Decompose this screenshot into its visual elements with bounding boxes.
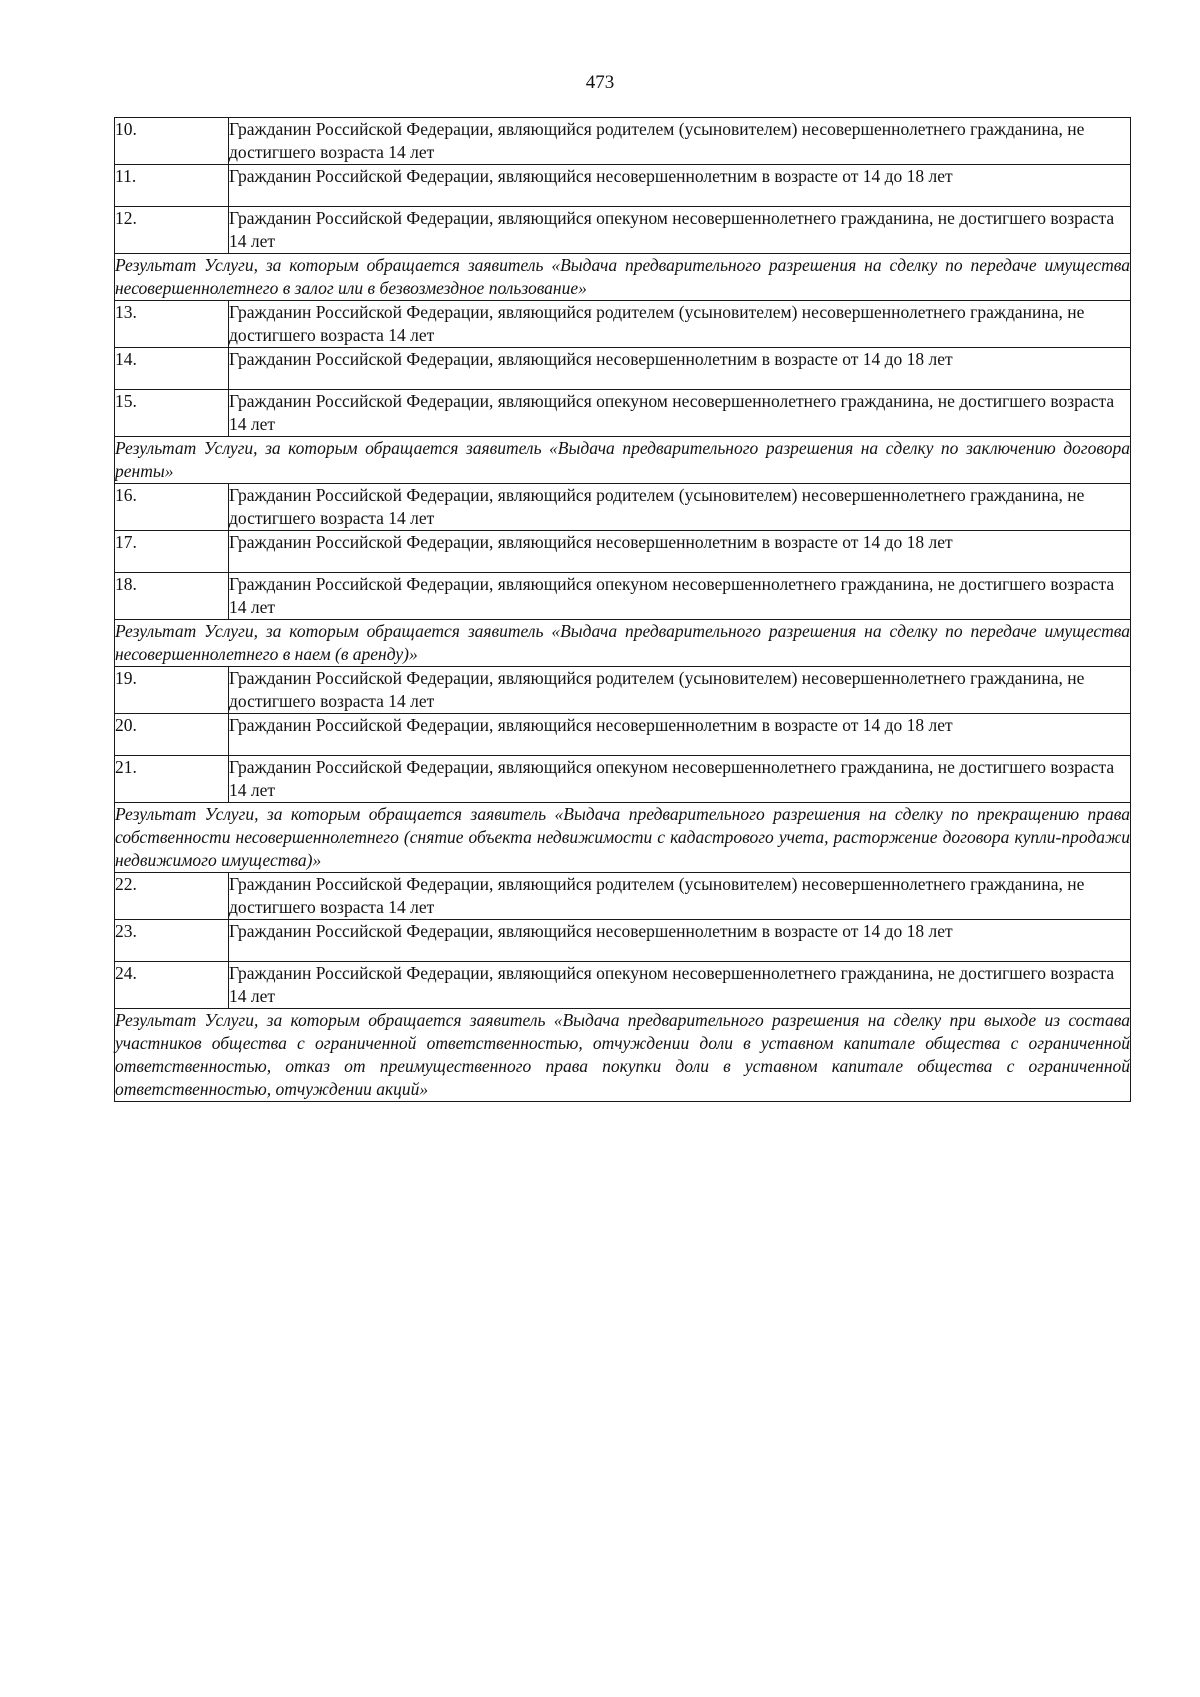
result-row (115, 803, 1131, 873)
row-number: 16. (115, 485, 137, 505)
applicant-description: Гражданин Российской Федерации, являющийся опекуном несовершеннолетнего гражданина, не достигшего возраста 14 лет (229, 573, 1131, 620)
applicants-table (114, 117, 1131, 1102)
applicant-description: Гражданин Российской Федерации, являющийся родителем (усыновителем) несовершеннолетнего гражданина, не достигшего возраста 14 лет (229, 484, 1131, 531)
row-number-cell (115, 531, 229, 573)
row-number-cell (115, 484, 229, 531)
result-heading: Результат Услуги, за которым обращается заявитель «Выдача предварительного разрешения на сделку по заключению договора ренты» (115, 437, 1131, 484)
applicant-description: Гражданин Российской Федерации, являющийся несовершеннолетним в возрасте от 14 до 18 лет (229, 920, 1131, 962)
applicant-row (115, 756, 1131, 803)
row-number-cell (115, 920, 229, 962)
row-number-cell (115, 667, 229, 714)
applicant-row (115, 165, 1131, 207)
applicant-description: Гражданин Российской Федерации, являющийся опекуном несовершеннолетнего гражданина, не достигшего возраста 14 лет (229, 756, 1131, 803)
row-number: 23. (115, 921, 137, 941)
row-number: 15. (115, 391, 137, 411)
applicant-row (115, 531, 1131, 573)
applicant-description: Гражданин Российской Федерации, являющийся опекуном несовершеннолетнего гражданина, не достигшего возраста 14 лет (229, 390, 1131, 437)
applicant-row (115, 348, 1131, 390)
applicant-description: Гражданин Российской Федерации, являющийся опекуном несовершеннолетнего гражданина, не достигшего возраста 14 лет (229, 207, 1131, 254)
applicant-row (115, 920, 1131, 962)
applicant-description: Гражданин Российской Федерации, являющийся несовершеннолетним в возрасте от 14 до 18 лет (229, 714, 1131, 756)
result-heading: Результат Услуги, за которым обращается заявитель «Выдача предварительного разрешения на сделку по передаче имущества несовершеннолетнего в наем (в аренду)» (115, 620, 1131, 667)
result-row (115, 437, 1131, 484)
applicant-row (115, 962, 1131, 1009)
row-number-cell (115, 873, 229, 920)
applicant-description: Гражданин Российской Федерации, являющийся несовершеннолетним в возрасте от 14 до 18 лет (229, 531, 1131, 573)
row-number-cell (115, 573, 229, 620)
row-number: 13. (115, 302, 137, 322)
applicant-row (115, 667, 1131, 714)
row-number: 10. (115, 119, 137, 139)
applicant-description: Гражданин Российской Федерации, являющийся опекуном несовершеннолетнего гражданина, не достигшего возраста 14 лет (229, 962, 1131, 1009)
applicant-row (115, 873, 1131, 920)
row-number: 12. (115, 208, 137, 228)
row-number: 11. (115, 166, 137, 186)
row-number: 24. (115, 963, 137, 983)
row-number-cell (115, 207, 229, 254)
row-number-cell (115, 165, 229, 207)
result-heading: Результат Услуги, за которым обращается заявитель «Выдача предварительного разрешения на сделку при выходе из состава участников общества с ограниченной ответственностью, отчуждении доли в уставном капитале общества с ограниченной ответственностью, отказ от преимущественного права покупки доли в уставном капитале общества с ограниченной ответственностью, отчуждении акций» (115, 1009, 1131, 1102)
applicant-row (115, 390, 1131, 437)
row-number-cell (115, 962, 229, 1009)
row-number: 22. (115, 874, 137, 894)
applicant-row (115, 118, 1131, 165)
applicant-description: Гражданин Российской Федерации, являющийся несовершеннолетним в возрасте от 14 до 18 лет (229, 348, 1131, 390)
applicant-description: Гражданин Российской Федерации, являющийся родителем (усыновителем) несовершеннолетнего гражданина, не достигшего возраста 14 лет (229, 301, 1131, 348)
applicant-description: Гражданин Российской Федерации, являющийся родителем (усыновителем) несовершеннолетнего гражданина, не достигшего возраста 14 лет (229, 118, 1131, 165)
row-number: 17. (115, 532, 137, 552)
row-number-cell (115, 348, 229, 390)
applicant-description: Гражданин Российской Федерации, являющийся родителем (усыновителем) несовершеннолетнего гражданина, не достигшего возраста 14 лет (229, 873, 1131, 920)
result-row (115, 254, 1131, 301)
result-row (115, 620, 1131, 667)
row-number-cell (115, 714, 229, 756)
applicant-description: Гражданин Российской Федерации, являющийся родителем (усыновителем) несовершеннолетнего гражданина, не достигшего возраста 14 лет (229, 667, 1131, 714)
row-number-cell (115, 118, 229, 165)
applicant-row (115, 573, 1131, 620)
row-number-cell (115, 301, 229, 348)
row-number: 18. (115, 574, 137, 594)
result-row (115, 1009, 1131, 1102)
row-number: 19. (115, 668, 137, 688)
row-number-cell (115, 756, 229, 803)
applicant-row (115, 714, 1131, 756)
row-number: 20. (115, 715, 137, 735)
row-number-cell (115, 390, 229, 437)
result-heading: Результат Услуги, за которым обращается заявитель «Выдача предварительного разрешения на сделку по прекращению права собственности несовершеннолетнего (снятие объекта недвижимости с кадастрового учета, расторжение договора купли-продажи недвижимого имущества)» (115, 803, 1131, 873)
table-body (115, 118, 1131, 1102)
row-number: 14. (115, 349, 137, 369)
row-number: 21. (115, 757, 137, 777)
applicant-row (115, 207, 1131, 254)
applicant-row (115, 301, 1131, 348)
applicant-row (115, 484, 1131, 531)
result-heading: Результат Услуги, за которым обращается заявитель «Выдача предварительного разрешения на сделку по передаче имущества несовершеннолетнего в залог или в безвозмездное пользование» (115, 254, 1131, 301)
applicant-description: Гражданин Российской Федерации, являющийся несовершеннолетним в возрасте от 14 до 18 лет (229, 165, 1131, 207)
page-number: 473 (585, 72, 615, 93)
